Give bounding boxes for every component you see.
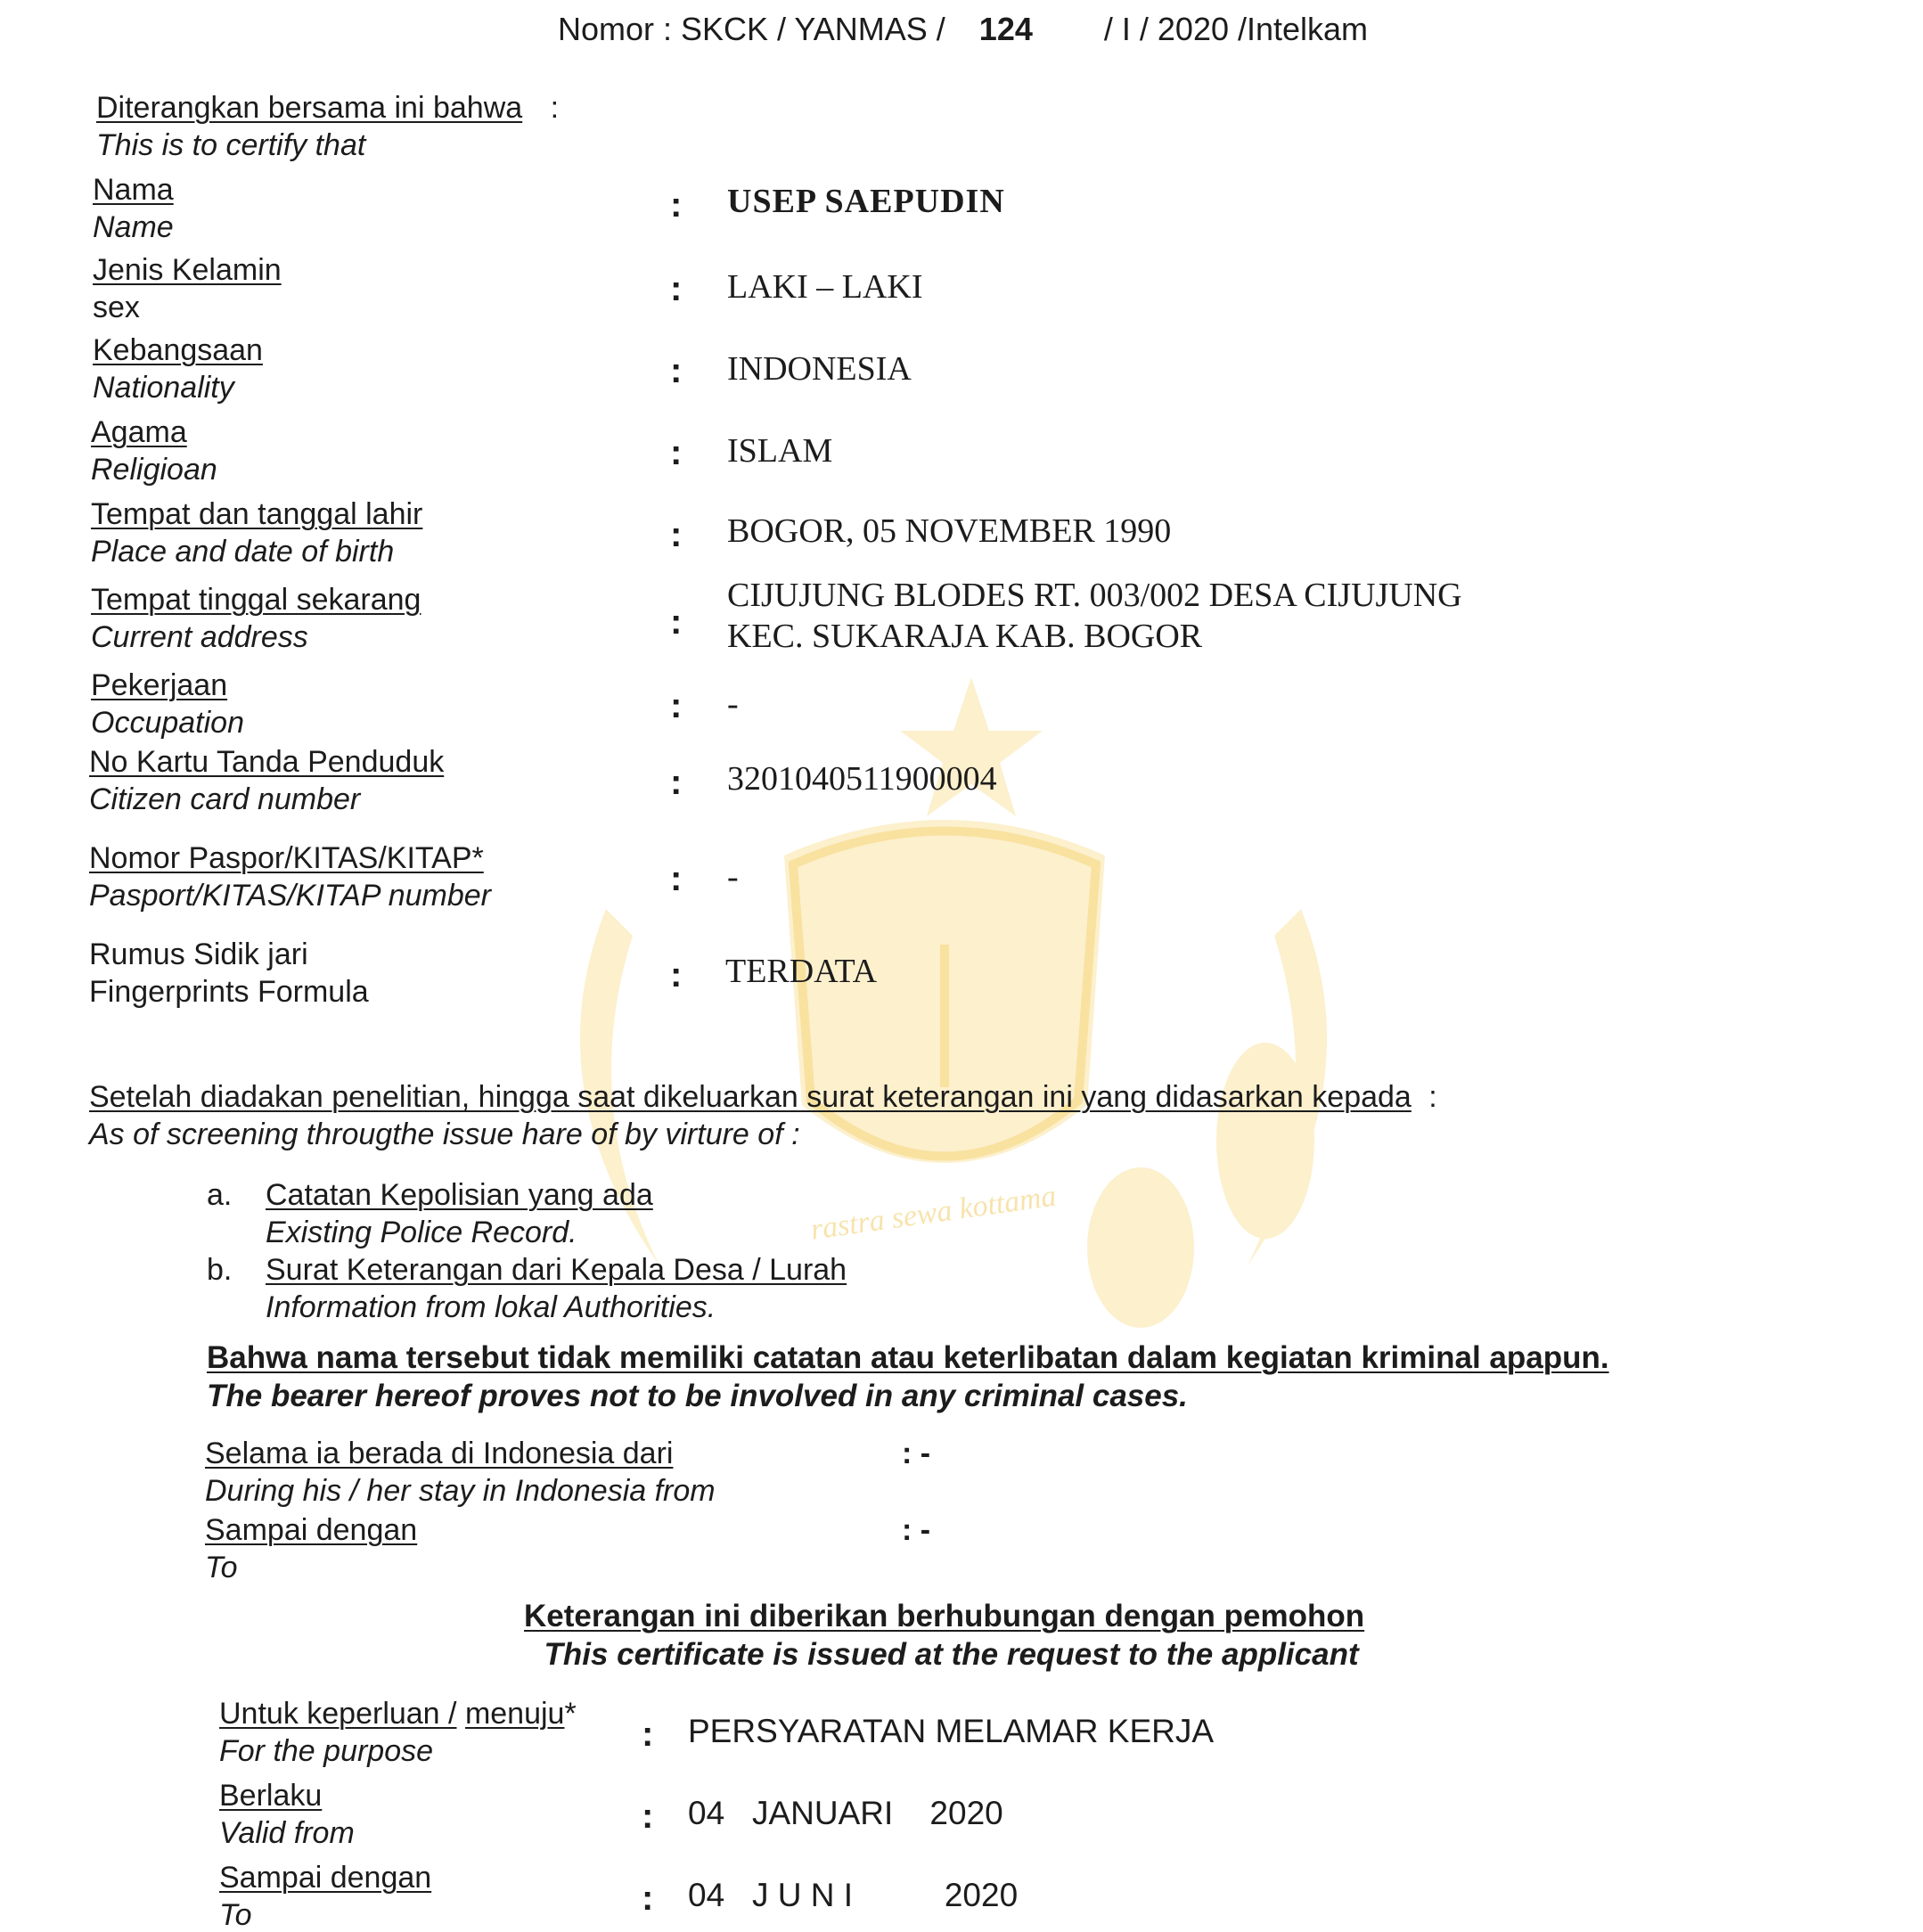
stay-from-value: : - [902, 1437, 931, 1470]
field-value-passport: - [727, 858, 739, 896]
intro-id: Diterangkan bersama ini bahwa [96, 91, 523, 125]
field-label-passport: Nomor Paspor/KITAS/KITAP* Pasport/KITAS/KITAP number [89, 841, 491, 913]
valid-to-value: 04 J U N I 2020 [688, 1877, 1019, 1913]
field-value-occupation: - [727, 685, 739, 723]
stay-from-label: Selama ia berada di Indonesia dari During his / her stay in Indonesia from [205, 1437, 716, 1508]
screening-item-en: Information from lokal Authorities. [266, 1290, 716, 1324]
screening-item-marker: a. [207, 1178, 233, 1212]
field-colon: : [670, 185, 683, 225]
statement-en: The bearer hereof proves not to be involved in any criminal cases. [207, 1379, 1188, 1413]
screening-item-id: Catatan Kepolisian yang ada [266, 1178, 653, 1212]
screening-item [207, 1180, 653, 1248]
field-label-citizen-card: No Kartu Tanda Penduduk Citizen card number [89, 745, 445, 816]
field-value-sex: LAKI – LAKI [727, 268, 923, 306]
field-value-citizen-card: 3201040511900004 [727, 760, 997, 798]
field-label-occupation: Pekerjaan Occupation [91, 668, 244, 740]
screening-en: As of screening througthe issue hare of by virture of : [89, 1117, 800, 1151]
field-colon: : [642, 1879, 654, 1918]
field-colon: : [642, 1797, 654, 1836]
intro-colon: : [550, 91, 560, 125]
field-colon: : [670, 351, 683, 390]
field-value-birth: BOGOR, 05 NOVEMBER 1990 [727, 512, 1172, 550]
stay-to-value: : - [902, 1513, 931, 1547]
document-number [558, 11, 1368, 48]
intro [96, 93, 559, 160]
purpose-struck-word: menuju [464, 1697, 565, 1731]
field-colon: : [642, 1715, 654, 1754]
field-colon: : [670, 602, 683, 642]
valid-from-label: Berlaku Valid from [219, 1779, 355, 1850]
intro-en: This is to certify that [96, 128, 366, 162]
document-number-value: 124 [978, 11, 1033, 47]
screening [89, 1082, 1437, 1150]
field-label-birth: Tempat dan tanggal lahir Place and date of birth [91, 497, 423, 569]
purpose-value: PERSYARATAN MELAMAR KERJA [688, 1713, 1215, 1749]
statement-id: Bahwa nama tersebut tidak memiliki catatan atau keterlibatan dalam kegiatan kriminal apapun. [207, 1340, 1609, 1375]
screening-item-id: Surat Keterangan dari Kepala Desa / Lurah [266, 1253, 847, 1287]
field-value-nationality: INDONESIA [727, 350, 912, 388]
field-value-fingerprints: TERDATA [725, 953, 878, 990]
statement [207, 1342, 1609, 1412]
screening-item-marker: b. [207, 1253, 233, 1287]
screening-colon: : [1428, 1080, 1437, 1114]
issued-id: Keterangan ini diberikan berhubungan dengan pemohon [524, 1599, 1365, 1633]
field-colon: : [670, 515, 683, 554]
field-label-sex: Jenis Kelamin sex [93, 253, 282, 324]
field-label-nationality: Kebangsaan Nationality [93, 333, 263, 405]
field-value-religion: ISLAM [727, 432, 833, 470]
watermark-motto: rastra sewa kottama [808, 1179, 1059, 1247]
field-label-religion: Agama Religioan [91, 415, 217, 487]
document-number-suffix: / I / 2020 /Intelkam [1103, 11, 1369, 47]
field-colon: : [670, 859, 683, 898]
field-label-name: Nama Name [93, 173, 174, 244]
stay-to-label: Sampai dengan To [205, 1513, 418, 1584]
document-number-prefix: Nomor : SKCK / YANMAS / [558, 11, 945, 47]
screening-item-en: Existing Police Record. [266, 1216, 577, 1249]
valid-to-label: Sampai dengan To [219, 1861, 432, 1932]
field-colon: : [670, 433, 683, 472]
field-colon: : [670, 269, 683, 308]
valid-from-value: 04 JANUARI 2020 [688, 1795, 1003, 1831]
screening-item [207, 1255, 847, 1322]
field-colon: : [670, 686, 683, 725]
issued-statement [524, 1600, 1364, 1670]
field-value-name: USEP SAEPUDIN [727, 183, 1005, 220]
purpose-label: Untuk keperluan / menuju* For the purpose [219, 1697, 577, 1768]
field-colon: : [670, 763, 683, 802]
field-value-address-line1: CIJUJUNG BLODES RT. 003/002 DESA CIJUJUNG [727, 577, 1462, 614]
field-colon: : [670, 955, 683, 995]
field-label-fingerprints: Rumus Sidik jari Fingerprints Formula [89, 937, 369, 1009]
issued-en: This certificate is issued at the request to the applicant [544, 1637, 1359, 1672]
field-label-address: Tempat tinggal sekarang Current address [91, 583, 421, 654]
field-value-address-line2: KEC. SUKARAJA KAB. BOGOR [727, 618, 1203, 655]
screening-id: Setelah diadakan penelitian, hingga saat dikeluarkan surat keterangan ini yang didasarkan kepada [89, 1080, 1412, 1114]
